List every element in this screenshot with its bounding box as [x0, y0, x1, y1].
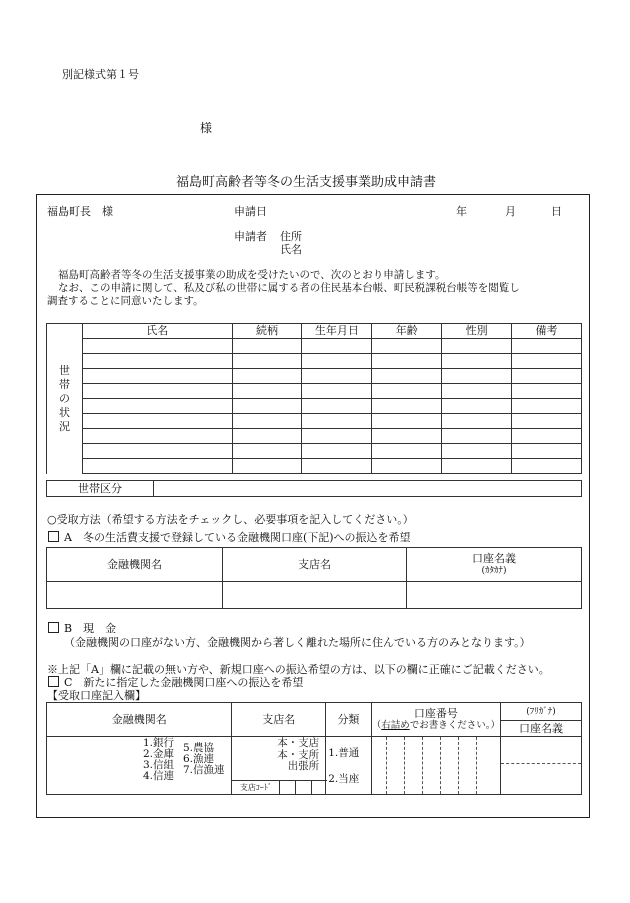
cell-input[interactable] — [442, 459, 512, 474]
cell-input[interactable] — [512, 414, 582, 429]
table-row — [47, 384, 582, 399]
applicant-label: 申請者 — [234, 230, 267, 243]
c-branch-header: 支店名 — [232, 703, 326, 737]
c-account-no-note: （右詰めでお書きください。） — [371, 719, 500, 731]
c-branch-cell[interactable] — [232, 737, 326, 795]
cell-input[interactable] — [442, 384, 512, 399]
option-c-row — [48, 676, 303, 689]
cell-input[interactable] — [232, 459, 302, 474]
table-row — [47, 459, 582, 474]
table-row — [47, 369, 582, 384]
option-b-row — [48, 622, 116, 635]
c-account-no-label: 口座番号 — [413, 706, 458, 720]
cell-input[interactable] — [302, 429, 372, 444]
c-bank-types-b: 5.農協 6.漁連 7.信漁連 — [183, 742, 225, 776]
option-b-note: （金融機関の口座がない方、金融機関から著しく離れた場所に住んでいる方のみとなります。） — [64, 636, 531, 649]
cell-input[interactable] — [302, 459, 372, 474]
cell-input[interactable] — [82, 399, 232, 414]
cell-input[interactable] — [512, 429, 582, 444]
c-holder-header: 口座名義 — [501, 721, 582, 737]
col-relation: 続柄 — [232, 324, 302, 339]
option-c-table — [46, 702, 582, 795]
a-holder-header — [407, 548, 582, 582]
a-bank-input[interactable] — [47, 582, 223, 609]
table-row — [47, 444, 582, 459]
c-bank-header: 金融機関名 — [47, 703, 232, 737]
cell-input[interactable] — [372, 414, 442, 429]
cell-input[interactable] — [232, 444, 302, 459]
cell-input[interactable] — [442, 429, 512, 444]
c-branch-code-label: 支店ｺｰﾄﾞ — [232, 781, 280, 794]
statement-line-2: なお、この申請に関して、私及び私の世帯に属する者の住民基本台帳、町民税課税台帳等を閲覧し — [58, 282, 520, 294]
cell-input[interactable] — [302, 414, 372, 429]
form-number: 別記様式第１号 — [62, 68, 139, 81]
cell-input[interactable] — [442, 399, 512, 414]
table-row — [47, 339, 582, 354]
cell-input[interactable] — [82, 459, 232, 474]
cell-input[interactable] — [512, 399, 582, 414]
table-row — [47, 354, 582, 369]
statement-line-3: 調査することに同意いたします。 — [47, 295, 204, 307]
c-branch-code-digit[interactable] — [312, 781, 327, 794]
c-account-no-input[interactable] — [371, 737, 500, 795]
cell-input[interactable] — [302, 399, 372, 414]
year-label: 年 — [456, 205, 467, 218]
cell-input[interactable] — [372, 399, 442, 414]
table-row — [47, 399, 582, 414]
cell-input[interactable] — [82, 429, 232, 444]
cell-input[interactable] — [232, 339, 302, 354]
cell-input[interactable] — [372, 369, 442, 384]
name-label: 氏名 — [280, 243, 302, 256]
household-category-label: 世帯区分 — [47, 481, 154, 497]
table-row — [47, 429, 582, 444]
cell-input[interactable] — [442, 369, 512, 384]
cell-input[interactable] — [82, 354, 232, 369]
household-side-label: 世帯の状況 — [47, 324, 83, 474]
cell-input[interactable] — [372, 459, 442, 474]
c-account-types: 1.普通 2.当座 — [326, 737, 372, 795]
a-holder-label: 口座名義 — [472, 551, 516, 565]
cell-input[interactable] — [372, 384, 442, 399]
c-holder-input[interactable] — [501, 737, 582, 795]
cell-input[interactable] — [512, 369, 582, 384]
c-branch-code-row — [232, 780, 327, 794]
c-bank-types-a: 1.銀行 2.金庫 3.信組 4.信連 — [143, 737, 175, 782]
cell-input[interactable] — [512, 444, 582, 459]
a-branch-header: 支店名 — [223, 548, 407, 582]
cell-input[interactable] — [512, 384, 582, 399]
option-c-label: C 新たに指定した金融機関口座への振込を希望 — [64, 676, 304, 689]
c-branch-code-digit[interactable] — [280, 781, 296, 794]
c-heading: 【受取口座記入欄】 — [47, 689, 146, 702]
household-category-input[interactable] — [154, 481, 582, 497]
form-title: 福島町高齢者等冬の生活支援事業助成申請書 — [176, 175, 437, 190]
cell-input[interactable] — [302, 444, 372, 459]
a-bank-header: 金融機関名 — [47, 548, 223, 582]
cell-input[interactable] — [232, 414, 302, 429]
cell-input[interactable] — [442, 339, 512, 354]
cell-input[interactable] — [82, 369, 232, 384]
c-account-no-header — [371, 703, 500, 737]
cell-input[interactable] — [442, 354, 512, 369]
month-label: 月 — [505, 205, 516, 218]
option-b-label: B 現 金 — [64, 622, 117, 635]
table-row — [47, 414, 582, 429]
cell-input[interactable] — [232, 384, 302, 399]
cell-input[interactable] — [302, 384, 372, 399]
note-line: ※上記「A」欄に記載の無い方や、新規口座への振込希望の方は、以下の欄に正確にご記載ください。 — [47, 663, 550, 676]
cell-input[interactable] — [512, 339, 582, 354]
cell-input[interactable] — [372, 339, 442, 354]
c-bank-types — [47, 737, 232, 795]
a-holder-note: (ｶﾀｶﾅ) — [481, 565, 507, 576]
statement-line-1: 福島町高齢者等冬の生活支援事業の助成を受けたいので、次のとおり申請します。 — [58, 269, 446, 281]
col-age: 年齢 — [372, 324, 442, 339]
cell-input[interactable] — [232, 399, 302, 414]
mayor-addressee: 福島町長 様 — [47, 205, 113, 218]
option-a-label: A 冬の生活費支援で登録している金融機関口座(下記)への振込を希望 — [64, 531, 411, 544]
col-name: 氏名 — [82, 324, 232, 339]
c-furigana-header: (ﾌﾘｶﾞﾅ) — [501, 703, 582, 721]
cell-input[interactable] — [512, 354, 582, 369]
col-remarks: 備考 — [512, 324, 582, 339]
cell-input[interactable] — [82, 444, 232, 459]
cell-input[interactable] — [512, 459, 582, 474]
date-label: 申請日 — [234, 205, 267, 218]
c-office-types: 本・支店 本・支所 出張所 — [277, 737, 320, 772]
addressee-suffix: 様 — [200, 121, 213, 135]
cell-input[interactable] — [82, 384, 232, 399]
address-label: 住所 — [280, 230, 302, 243]
option-b-checkbox[interactable] — [48, 622, 59, 633]
household-category-table — [46, 480, 582, 497]
cell-input[interactable] — [302, 369, 372, 384]
cell-input[interactable] — [232, 354, 302, 369]
cell-input[interactable] — [82, 339, 232, 354]
option-a-checkbox[interactable] — [48, 531, 59, 542]
a-holder-input[interactable] — [407, 582, 582, 609]
cell-input[interactable] — [372, 429, 442, 444]
household-table — [46, 323, 582, 474]
option-c-checkbox[interactable] — [48, 676, 59, 687]
cell-input[interactable] — [372, 444, 442, 459]
c-branch-code-digit[interactable] — [296, 781, 312, 794]
c-type-header: 分類 — [326, 703, 372, 737]
receipt-method-heading: ○受取方法（希望する方法をチェックし、必要事項を記入してください。） — [47, 513, 414, 526]
col-gender: 性別 — [442, 324, 512, 339]
col-birthdate: 生年月日 — [302, 324, 372, 339]
cell-input[interactable] — [302, 354, 372, 369]
a-branch-input[interactable] — [223, 582, 407, 609]
cell-input[interactable] — [442, 414, 512, 429]
cell-input[interactable] — [372, 354, 442, 369]
cell-input[interactable] — [232, 429, 302, 444]
cell-input[interactable] — [302, 339, 372, 354]
option-a-table — [46, 547, 582, 609]
cell-input[interactable] — [232, 369, 302, 384]
cell-input[interactable] — [82, 414, 232, 429]
cell-input[interactable] — [442, 444, 512, 459]
option-a-row — [48, 531, 411, 544]
day-label: 日 — [551, 205, 562, 218]
